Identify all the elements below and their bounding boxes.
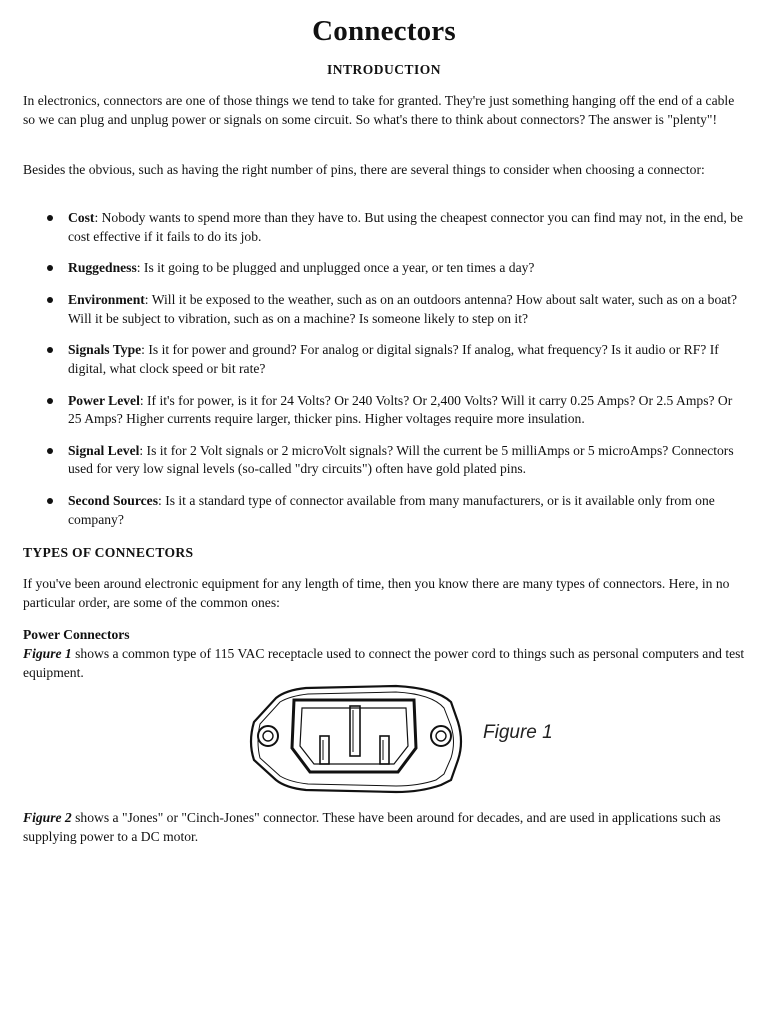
iec-receptacle-drawing [246, 680, 556, 802]
consideration-list [23, 209, 748, 543]
list-item-text: : Is it for 2 Volt signals or 2 microVolt signals? Will the current be 5 milliAmps or 5 microAmps? Connectors used for very low signal levels (so-called "dry circuits") often have gold plated pins. [68, 442, 734, 477]
list-item [23, 492, 748, 529]
list-item-term: Ruggedness [68, 260, 137, 276]
list-item-text: : Is it going to be plugged and unplugged once a year, or ten times a day? [136, 260, 535, 276]
list-item-term: Environment [68, 292, 145, 308]
list-item-text: : Will it be exposed to the weather, such as on an outdoors antenna? How about salt water, such as on a boat? Will it be subject to vibration, such as on a machine? Is someone likely to step on it? [68, 292, 738, 326]
list-item-text: : If it's for power, is it for 24 Volts? Or 240 Volts? Or 2,400 Volts? Will it carry 0.25 Amps? Or 2.5 Amps? Or 25 Amps? Higher currents require larger, thicker pins. Higher voltages require more insulation. [68, 392, 733, 427]
figure1-image [246, 680, 556, 807]
list-item [23, 259, 748, 278]
list-item-term: Second Sources [68, 493, 159, 509]
intro-paragraph: In electronics, connectors are one of those things we tend to take for granted. They're just something hanging off the end of a cable so we can plug and unplug power or signals on some circuit. So what's there to think about connectors? The answer is "plenty"! [23, 93, 735, 127]
power-connectors-heading: Power Connectors [23, 627, 130, 642]
list-item-text: : Is it a standard type of connector available from many manufacturers, or is it available only from one company? [68, 493, 715, 527]
figure2-paragraph [23, 809, 745, 846]
section-subtitle: INTRODUCTION [326, 62, 441, 77]
list-item [23, 291, 748, 328]
list-item-text: : Nobody wants to spend more than they have to. But using the cheapest connector you can find may not, in the end, be cost effective if it fails to do its job. [68, 210, 744, 244]
list-item [23, 392, 748, 429]
figure1-paragraph [23, 645, 745, 682]
page-title: Connectors [312, 15, 456, 47]
list-item-text: : Is it for power and ground? For analog or digital signals? If analog, what frequency? Is it audio or RF? If digital, what clock speed or bit rate? [68, 342, 719, 376]
besides-paragraph: Besides the obvious, such as having the right number of pins, there are several things to consider when choosing a connector: [23, 162, 705, 177]
types-heading: TYPES OF CONNECTORS [23, 545, 194, 560]
figure2-description: shows a "Jones" or "Cinch-Jones" connector. These have been around for decades, and are used in applications such as supplying power to a DC motor. [23, 810, 721, 844]
figure1-caption: Figure 1 [483, 722, 553, 743]
list-item-term: Cost [68, 210, 95, 225]
list-item-term: Power Level [68, 392, 140, 408]
list-item [23, 341, 748, 378]
list-item [23, 209, 748, 246]
list-item [23, 442, 748, 479]
figure1-description: shows a common type of 115 VAC receptacle used to connect the power cord to things such as personal computers and test equipment. [23, 646, 745, 680]
figure1-reference: Figure 1 [23, 646, 72, 661]
list-item-term: Signals Type [68, 342, 142, 358]
list-item-term: Signal Level [68, 442, 140, 458]
figure2-reference: Figure 2 [23, 810, 72, 825]
types-paragraph: If you've been around electronic equipment for any length of time, then you know there are many types of connectors. Here, in no particular order, are some of the common ones: [23, 576, 730, 610]
